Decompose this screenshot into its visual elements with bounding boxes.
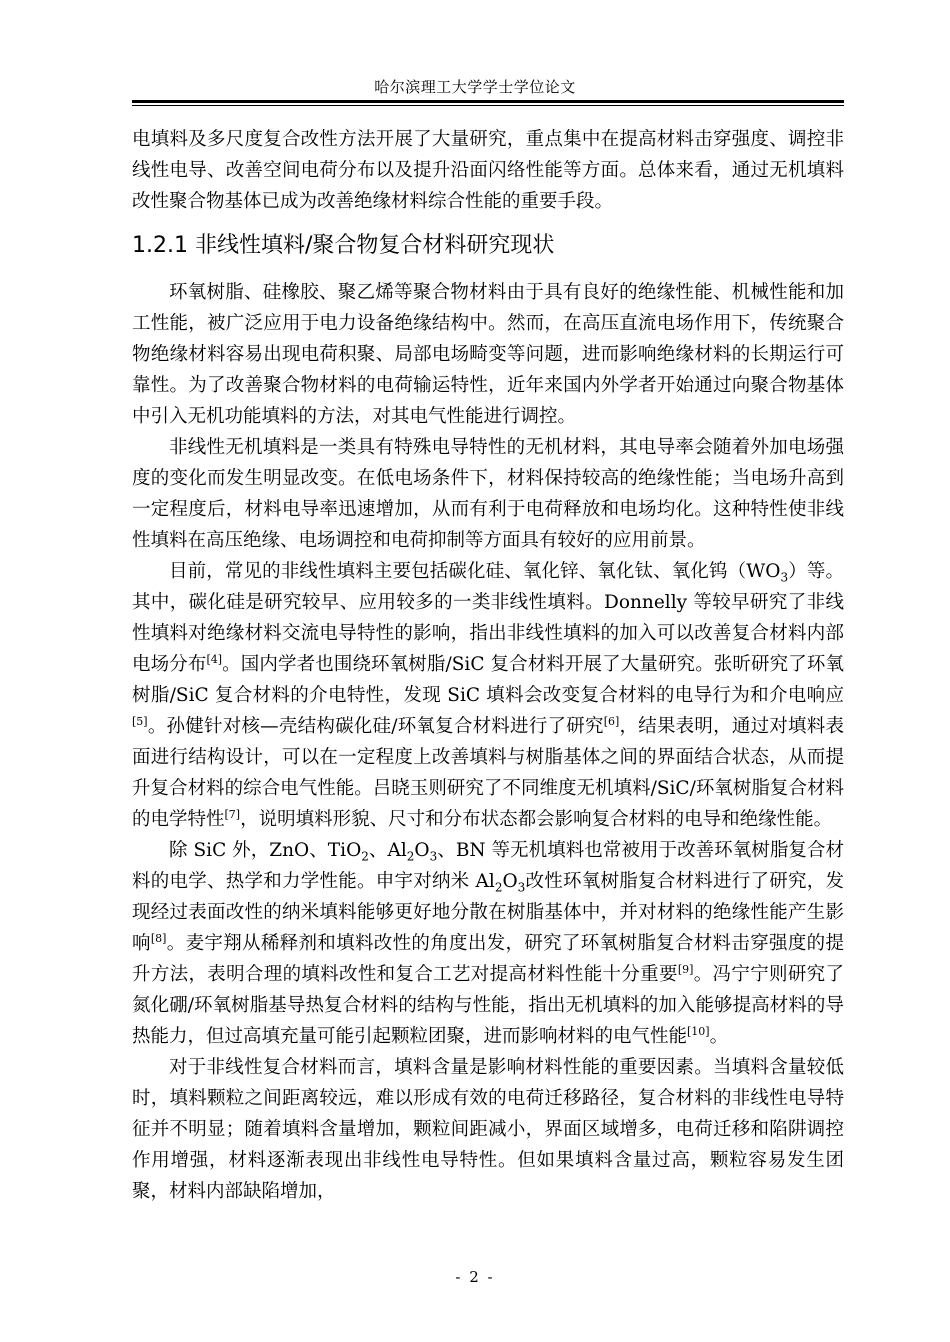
citation-5: [5] — [132, 714, 148, 728]
p4-text: 。麦宇翔从稀释剂和填料改性的角度出发，研究了环氧树脂复合材料击穿强度的提升方法，表明合理的填料改性和复合工艺对提高材料性能十分重要 — [132, 933, 844, 985]
paragraph-1: 环氧树脂、硅橡胶、聚乙烯等聚合物材料由于具有良好的绝缘性能、机械性能和加工性能，被广泛应用于电力设备绝缘结构中。然而，在高压直流电场作用下，传统聚合物绝缘材料容易出现电荷积聚、局部电场畸变等问题，进而影响绝缘材料的长期运行可靠性。为了改善聚合物材料的电荷输运特性，近年来国内外学者开始通过向聚合物基体中引入无机功能填料的方法，对其电气性能进行调控。 — [132, 282, 844, 427]
citation-4: [4] — [206, 652, 223, 666]
header-rule-thick — [132, 100, 844, 103]
p4-text: 。冯宁宁则研究了氮化硼/环氧树脂基导热复合材料的结构与性能，指出无机填料的加入能够提高材料的导热能力，但过高填充量可能引起颗粒团聚，进而影响材料的电气性能 — [132, 964, 844, 1047]
page-number: - 2 - — [455, 1268, 495, 1286]
p3-text: 目前，常见的非线性填料主要包括碳化硅、氧化锌、氧化钛、氧化钨（WO — [169, 561, 781, 582]
intro-paragraph: 电填料及多尺度复合改性方法开展了大量研究，重点集中在提高材料击穿强度、调控非线性电导、改善空间电荷分布以及提升沿面闪络性能等方面。总体来看，通过无机填料改性聚合物基体已成为改善绝缘材料综合性能的重要手段。 — [132, 129, 844, 212]
paragraph-2: 非线性无机填料是一类具有特殊电导特性的无机材料，其电导率会随着外加电场强度的变化而发生明显改变。在低电场条件下，材料保持较高的绝缘性能；当电场升高到一定程度后，材料电导率迅速增加，从而有利于电荷释放和电场均化。这种特性使非线性填料在高压绝缘、电场调控和电荷抑制等方面具有较好的应用前景。 — [132, 437, 844, 551]
paragraph-3 — [132, 556, 844, 835]
p3-subscript: 3 — [780, 570, 789, 585]
paragraph-5: 对于非线性复合材料而言，填料含量是影响材料性能的重要因素。当填料含量较低时，填料颗粒之间距离较远，难以形成有效的电荷迁移路径，复合材料的非线性电导特征并不明显；随着填料含量增加，颗粒间距减小，界面区域增多，电荷迁移和陷阱调控作用增强，材料逐渐表现出非线性电导特性。但如果填料含量过高，颗粒容易发生团聚，材料内部缺陷增加， — [132, 1057, 844, 1202]
p4-text: O — [414, 840, 430, 861]
p4-text: 、Al — [368, 840, 407, 861]
p3-text: ，说明填料形貌、尺寸和分布状态都会影响复合材料的电导和绝缘性能。 — [240, 809, 833, 830]
p4-subscript: 2 — [361, 849, 369, 864]
p3-text: 。孙健针对核—壳结构碳化硅/环氧复合材料进行了研究 — [147, 716, 604, 737]
citation-9: [9] — [677, 962, 694, 976]
page-body — [132, 124, 844, 1207]
p4-subscript: 3 — [517, 880, 526, 895]
p3-text: ）等。其中，碳化硅是研究较早、应用较多的一类非线性填料。Donnelly 等较早研究了非线性填料对绝缘材料交流电导特性的影响，指出非线性填料的加入可以改善复合材料内部电场分布 — [132, 561, 844, 675]
p4-text: O — [502, 871, 518, 892]
citation-7: [7] — [224, 807, 241, 821]
page-header-title: 哈尔滨理工大学学士学位论文 — [374, 78, 576, 96]
p3-text: 。国内学者也围绕环氧树脂/SiC 复合材料开展了大量研究。张昕研究了环氧树脂/SiC 复合材料的介电特性，发现 SiC 填料会改变复合材料的电导行为和介电响应 — [132, 654, 844, 706]
citation-6: [6] — [603, 714, 620, 728]
p4-text: 、BN 等无机填料也常被用于改善环氧树脂复合材料的电学、热学和力学性能。申宇对纳米 Al — [132, 840, 844, 892]
citation-10: [10] — [687, 1024, 710, 1038]
citation-8: [8] — [150, 931, 167, 945]
p4-text: 除 SiC 外，ZnO、TiO — [169, 840, 362, 861]
paragraph-4 — [132, 835, 844, 1052]
section-heading: 1.2.1 非线性填料/聚合物复合材料研究现状 — [132, 233, 555, 258]
p4-subscript: 2 — [406, 849, 415, 864]
p4-text: 。 — [709, 1026, 729, 1047]
p4-subscript: 3 — [429, 849, 438, 864]
p4-subscript: 2 — [494, 880, 503, 895]
p4-text: 改性环氧树脂复合材料进行了研究，发现经过表面改性的纳米填料能够更好地分散在树脂基体中，并对材料的绝缘性能产生影响 — [132, 871, 844, 954]
p3-text: ，结果表明，通过对填料表面进行结构设计，可以在一定程度上改善填料与树脂基体之间的界面结合状态，从而提升复合材料的综合电气性能。吕晓玉则研究了不同维度无机填料/SiC/环氧树脂复合材料的电学特性 — [132, 716, 844, 830]
header-rule-thin — [132, 105, 844, 106]
